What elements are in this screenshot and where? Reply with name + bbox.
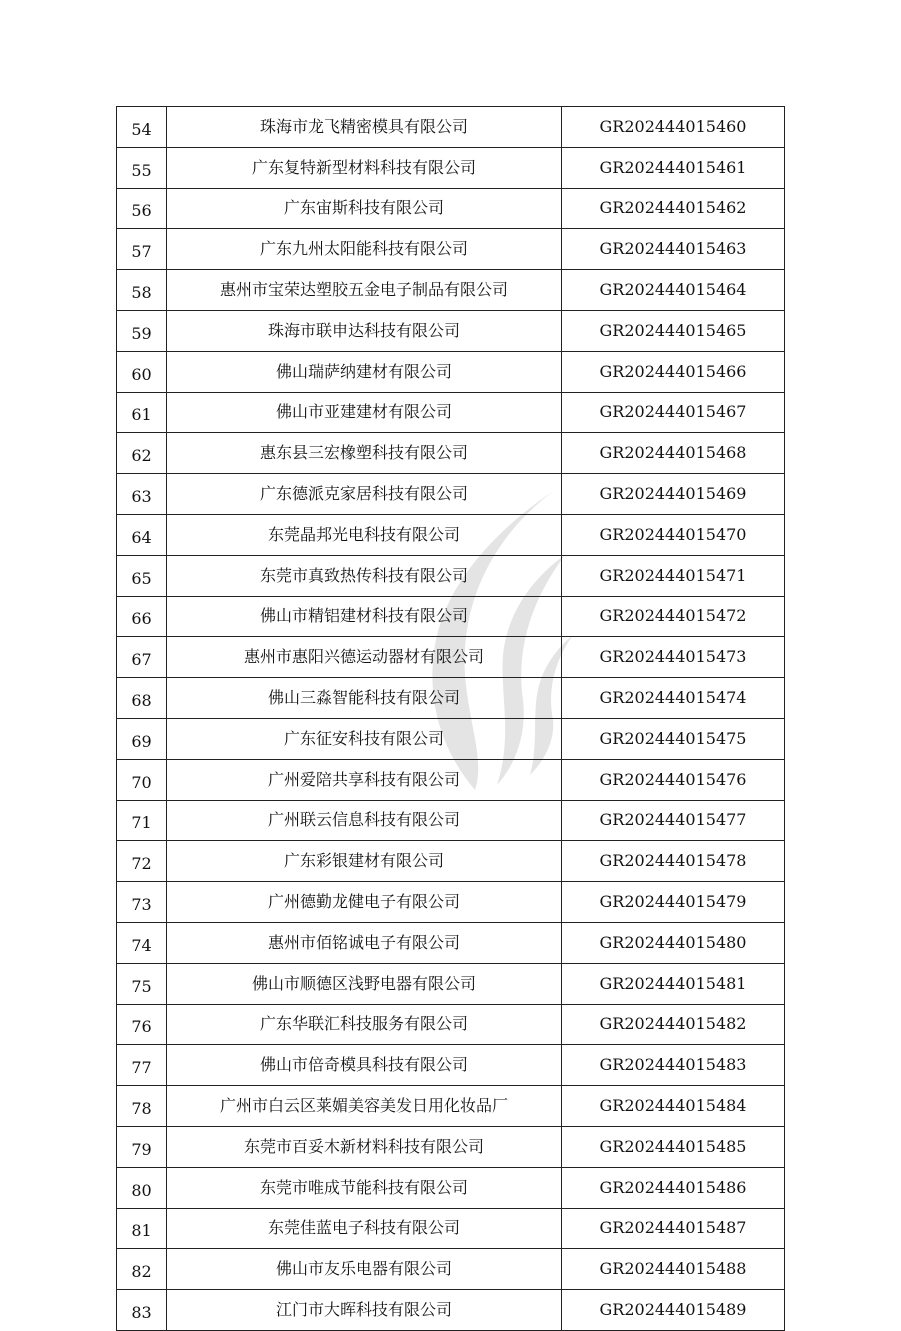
row-number-cell: 67 [117,637,167,678]
certificate-code-cell: GR202444015460 [562,107,785,148]
table-row [117,1208,785,1249]
company-name-cell: 广东宙斯科技有限公司 [167,188,562,229]
company-name-cell: 东莞市唯成节能科技有限公司 [167,1167,562,1208]
table-row [117,310,785,351]
row-number-cell: 76 [117,1004,167,1045]
company-name-cell: 佛山市精铝建材科技有限公司 [167,596,562,637]
company-name-cell: 佛山市友乐电器有限公司 [167,1249,562,1290]
row-number-cell: 54 [117,107,167,148]
table-row [117,474,785,515]
certificate-code-cell: GR202444015485 [562,1126,785,1167]
table-body [117,107,785,1331]
certificate-code-cell: GR202444015483 [562,1045,785,1086]
table-row [117,433,785,474]
table-row [117,514,785,555]
company-name-cell: 广东华联汇科技服务有限公司 [167,1004,562,1045]
row-number-cell: 58 [117,270,167,311]
table-row [117,1045,785,1086]
row-number-cell: 79 [117,1126,167,1167]
certificate-code-cell: GR202444015481 [562,963,785,1004]
company-name-cell: 广州德勤龙健电子有限公司 [167,882,562,923]
certificate-code-cell: GR202444015472 [562,596,785,637]
table-row [117,882,785,923]
certificate-code-cell: GR202444015487 [562,1208,785,1249]
row-number-cell: 65 [117,555,167,596]
table-row [117,188,785,229]
company-name-cell: 佛山三淼智能科技有限公司 [167,678,562,719]
certificate-code-cell: GR202444015469 [562,474,785,515]
company-name-cell: 广州市白云区莱媚美容美发日用化妆品厂 [167,1086,562,1127]
table-row [117,800,785,841]
certificate-code-cell: GR202444015478 [562,841,785,882]
table-row [117,107,785,148]
certificate-code-cell: GR202444015489 [562,1290,785,1331]
company-name-cell: 广东征安科技有限公司 [167,718,562,759]
certificate-code-cell: GR202444015480 [562,922,785,963]
table-row [117,637,785,678]
company-name-cell: 江门市大晖科技有限公司 [167,1290,562,1331]
company-name-cell: 惠州市惠阳兴德运动器材有限公司 [167,637,562,678]
certificate-code-cell: GR202444015482 [562,1004,785,1045]
table-row [117,1086,785,1127]
table-row [117,922,785,963]
certificate-code-cell: GR202444015465 [562,310,785,351]
table-row [117,555,785,596]
company-name-cell: 东莞市真致热传科技有限公司 [167,555,562,596]
company-name-cell: 佛山市倍奇模具科技有限公司 [167,1045,562,1086]
table-row [117,1249,785,1290]
certificate-code-cell: GR202444015486 [562,1167,785,1208]
table-row [117,1004,785,1045]
company-name-cell: 惠东县三宏橡塑科技有限公司 [167,433,562,474]
row-number-cell: 64 [117,514,167,555]
company-name-cell: 佛山市顺德区浅野电器有限公司 [167,963,562,1004]
row-number-cell: 77 [117,1045,167,1086]
table-row [117,1290,785,1331]
row-number-cell: 80 [117,1167,167,1208]
enterprise-list-table [116,106,785,1331]
company-name-cell: 珠海市联申达科技有限公司 [167,310,562,351]
row-number-cell: 63 [117,474,167,515]
table-row [117,596,785,637]
certificate-code-cell: GR202444015470 [562,514,785,555]
table-row [117,1126,785,1167]
row-number-cell: 68 [117,678,167,719]
company-name-cell: 广东德派克家居科技有限公司 [167,474,562,515]
company-name-cell: 东莞市百妥木新材料科技有限公司 [167,1126,562,1167]
certificate-code-cell: GR202444015475 [562,718,785,759]
row-number-cell: 61 [117,392,167,433]
table-row [117,147,785,188]
table-row [117,392,785,433]
row-number-cell: 62 [117,433,167,474]
company-name-cell: 东莞佳蓝电子科技有限公司 [167,1208,562,1249]
certificate-code-cell: GR202444015488 [562,1249,785,1290]
row-number-cell: 74 [117,922,167,963]
row-number-cell: 81 [117,1208,167,1249]
row-number-cell: 60 [117,351,167,392]
row-number-cell: 69 [117,718,167,759]
company-name-cell: 广东复特新型材料科技有限公司 [167,147,562,188]
table-row [117,718,785,759]
company-name-cell: 广东彩银建材有限公司 [167,841,562,882]
table-row [117,351,785,392]
certificate-code-cell: GR202444015474 [562,678,785,719]
certificate-code-cell: GR202444015466 [562,351,785,392]
table-row [117,229,785,270]
certificate-code-cell: GR202444015461 [562,147,785,188]
row-number-cell: 70 [117,759,167,800]
certificate-code-cell: GR202444015473 [562,637,785,678]
company-name-cell: 珠海市龙飞精密模具有限公司 [167,107,562,148]
row-number-cell: 59 [117,310,167,351]
table-row [117,1167,785,1208]
company-name-cell: 惠州市宝荣达塑胶五金电子制品有限公司 [167,270,562,311]
certificate-code-cell: GR202444015462 [562,188,785,229]
row-number-cell: 57 [117,229,167,270]
certificate-code-cell: GR202444015463 [562,229,785,270]
certificate-code-cell: GR202444015471 [562,555,785,596]
company-name-cell: 佛山市亚建建材有限公司 [167,392,562,433]
company-name-cell: 广东九州太阳能科技有限公司 [167,229,562,270]
certificate-code-cell: GR202444015468 [562,433,785,474]
certificate-code-cell: GR202444015484 [562,1086,785,1127]
table-row [117,841,785,882]
company-name-cell: 惠州市佰铭诚电子有限公司 [167,922,562,963]
row-number-cell: 71 [117,800,167,841]
row-number-cell: 83 [117,1290,167,1331]
certificate-code-cell: GR202444015479 [562,882,785,923]
table-row [117,759,785,800]
company-name-cell: 广州联云信息科技有限公司 [167,800,562,841]
row-number-cell: 66 [117,596,167,637]
table-row [117,270,785,311]
row-number-cell: 78 [117,1086,167,1127]
row-number-cell: 55 [117,147,167,188]
row-number-cell: 72 [117,841,167,882]
row-number-cell: 75 [117,963,167,1004]
row-number-cell: 73 [117,882,167,923]
certificate-code-cell: GR202444015467 [562,392,785,433]
company-name-cell: 广州爱陪共享科技有限公司 [167,759,562,800]
company-name-cell: 东莞晶邦光电科技有限公司 [167,514,562,555]
company-name-cell: 佛山瑞萨纳建材有限公司 [167,351,562,392]
table-row [117,678,785,719]
row-number-cell: 82 [117,1249,167,1290]
certificate-code-cell: GR202444015477 [562,800,785,841]
row-number-cell: 56 [117,188,167,229]
certificate-code-cell: GR202444015476 [562,759,785,800]
certificate-code-cell: GR202444015464 [562,270,785,311]
table-row [117,963,785,1004]
